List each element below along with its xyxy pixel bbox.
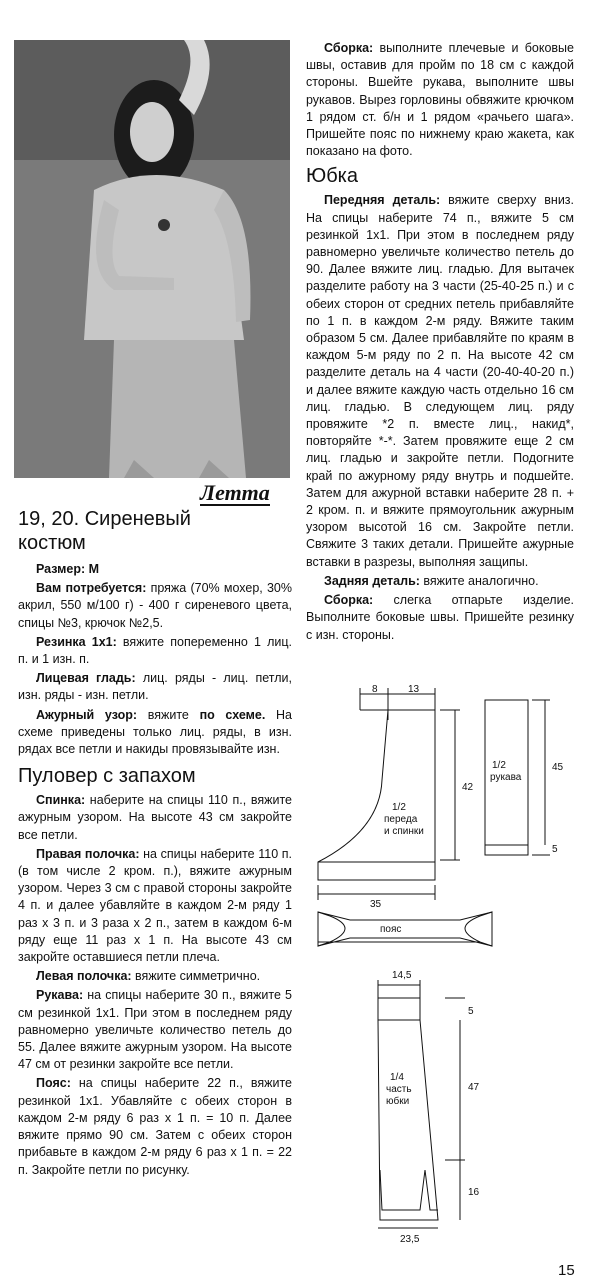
right-front-paragraph: Правая полочка: на спицы наберите 110 п. (в том числе 2 кром. п.), вяжите ажурным узором. Через 3 см с правой стороны закройте 4 п. и далее убавляйте в каждом 2-м ряду 1 раз х 3 п. и 3 раза х 2 п., затем в каждом 6-м ряду еще 11 раз х 1 п. На высоте 43 см закройте оставшиеся петли плеча. — [18, 846, 292, 965]
materials-paragraph: Вам потребуется: пряжа (70% мохер, 30% акрил, 550 м/100 г) - 400 г сиреневого цвета, спицы №3, крючок №2,5. — [18, 581, 292, 630]
dim-sleeve-cuff: 5 — [552, 844, 558, 855]
page-number: 15 — [558, 1262, 575, 1279]
dim-skirt-top: 14,5 — [392, 970, 412, 981]
left-column — [18, 507, 292, 1181]
skirt-heading: Юбка — [306, 165, 358, 188]
back-paragraph: Спинка: наберите на спицы 110 п., вяжите ажурным узором. На высоте 43 см закройте все петли. — [18, 793, 292, 842]
body-label-2: переда — [384, 814, 418, 825]
pullover-heading: Пуловер с запахом — [18, 765, 196, 788]
pattern-schematics — [300, 680, 600, 1260]
right-column — [306, 40, 574, 646]
left-front-paragraph: Левая полочка: вяжите симметрично. — [36, 969, 261, 984]
skirt-label-3: юбки — [386, 1096, 410, 1107]
rib-paragraph: Резинка 1х1: вяжите попеременно 1 лиц. п. и 1 изн. п. — [18, 634, 292, 667]
back-piece-paragraph: Задняя деталь: вяжите аналогично. — [324, 573, 539, 588]
belt-schematic — [318, 912, 492, 946]
belt-label: пояс — [380, 924, 402, 935]
dim-skirt-waist: 5 — [468, 1006, 474, 1017]
model-photo — [14, 40, 290, 478]
body-label-3: и спинки — [384, 826, 424, 837]
belt-paragraph: Пояс: на спицы наберите 22 п., вяжите резинкой 1х1. Убавляйте с обеих сторон в каждом 2-м ряду 6 раз х 1 п. = 10 п. Далее вяжите прямо 90 см. Затем с обеих сторон прибавьте в каждом 2-м ряду 6 раз х 1 п. = 22 п. Закройте петли по рисунку. — [18, 1076, 292, 1177]
lace-paragraph: Ажурный узор: вяжите по схеме. На схеме приведены только лиц. ряды, в изн. рядах все петли и накиды провязывайте изн. — [18, 707, 292, 757]
brand-logo: Летта — [200, 480, 270, 505]
dim-body-height: 42 — [462, 782, 474, 793]
skirt-label-2: часть — [386, 1084, 412, 1095]
body-label-1: 1/2 — [392, 802, 406, 813]
dim-skirt-bottom: 23,5 — [400, 1234, 420, 1245]
dim-body-top-a: 8 — [372, 684, 378, 695]
dim-skirt-height: 47 — [468, 1082, 480, 1093]
dim-skirt-slit: 16 — [468, 1187, 480, 1198]
page-title-line2: костюм — [18, 532, 86, 554]
dim-body-width: 35 — [370, 899, 382, 910]
dim-body-top-b: 13 — [408, 684, 420, 695]
stockinette-paragraph: Лицевая гладь: лиц. ряды - лиц. петли, изн. ряды - изн. петли. — [18, 671, 292, 703]
assembly-paragraph-1: Сборка: выполните плечевые и боковые швы, оставив для пройм по 18 см с каждой стороны. Вшейте рукава, выполните швы рукавов. Вырез горловины обвяжите крючком 1 рядом ст. б/н и 1 рядом «рачьего шага». Пришейте пояс по нижнему краю жакета, как показано на фото. — [306, 41, 574, 159]
dim-sleeve-height: 45 — [552, 762, 564, 773]
sleeve-label-1: 1/2 — [492, 760, 506, 771]
assembly-paragraph-2: Сборка: слегка отпарьте изделие. Выполните боковые швы. Пришейте резинку с изн. стороны. — [306, 593, 574, 642]
skirt-label-1: 1/4 — [390, 1072, 404, 1083]
front-piece-paragraph: Передняя деталь: вяжите сверху вниз. На спицы наберите 74 п., вяжите 5 см резинкой 1х1. При этом в последнем ряду равномерно увеличьте количество петель до 90. Далее вяжите лиц. гладью. Для вытачек разделите работу на 3 части (25-40-25 п.) и с обеих сторон от средних петель прибавляйте по 1 п. в каждом 2-м ряду. Вяжите таким образом 5 см. Далее прибавляйте по краям в каждом 5-м ряду по 2 п. На высоте 42 см разделите деталь на 4 части (20-40-40-20 п.) и далее вяжите каждую часть отдельно 16 см лиц. гладью. В следующем лиц. ряду провяжите *2 п. вместе лиц., накид*, повторяйте *-*. Затем провяжите еще 2 см лиц. гладью и закройте петли. Подогните край по ажурному ряду внутрь и подшейте. Затем для ажурной вставки наберите 28 п. + 2 кром. п. и вяжите прямоугольник ажурным узором высотой 16 см. Закройте петли. Свяжите 3 таких детали. Пришейте ажурные вставки в разрезы, выполняя защипы. — [306, 193, 575, 569]
sleeves-paragraph: Рукава: на спицы наберите 30 п., вяжите 5 см резинкой 1х1. При этом в последнем ряду равномерно увеличьте количество петель до 55. Далее вяжите ажурным узором. На высоте 47 см от резинки закройте все петли. — [18, 988, 292, 1072]
page-title-line1: 19, 20. Сиреневый — [18, 508, 191, 530]
size-line: Размер: M — [36, 562, 100, 576]
sleeve-label-2: рукава — [490, 772, 522, 783]
body-schematic — [318, 688, 460, 900]
